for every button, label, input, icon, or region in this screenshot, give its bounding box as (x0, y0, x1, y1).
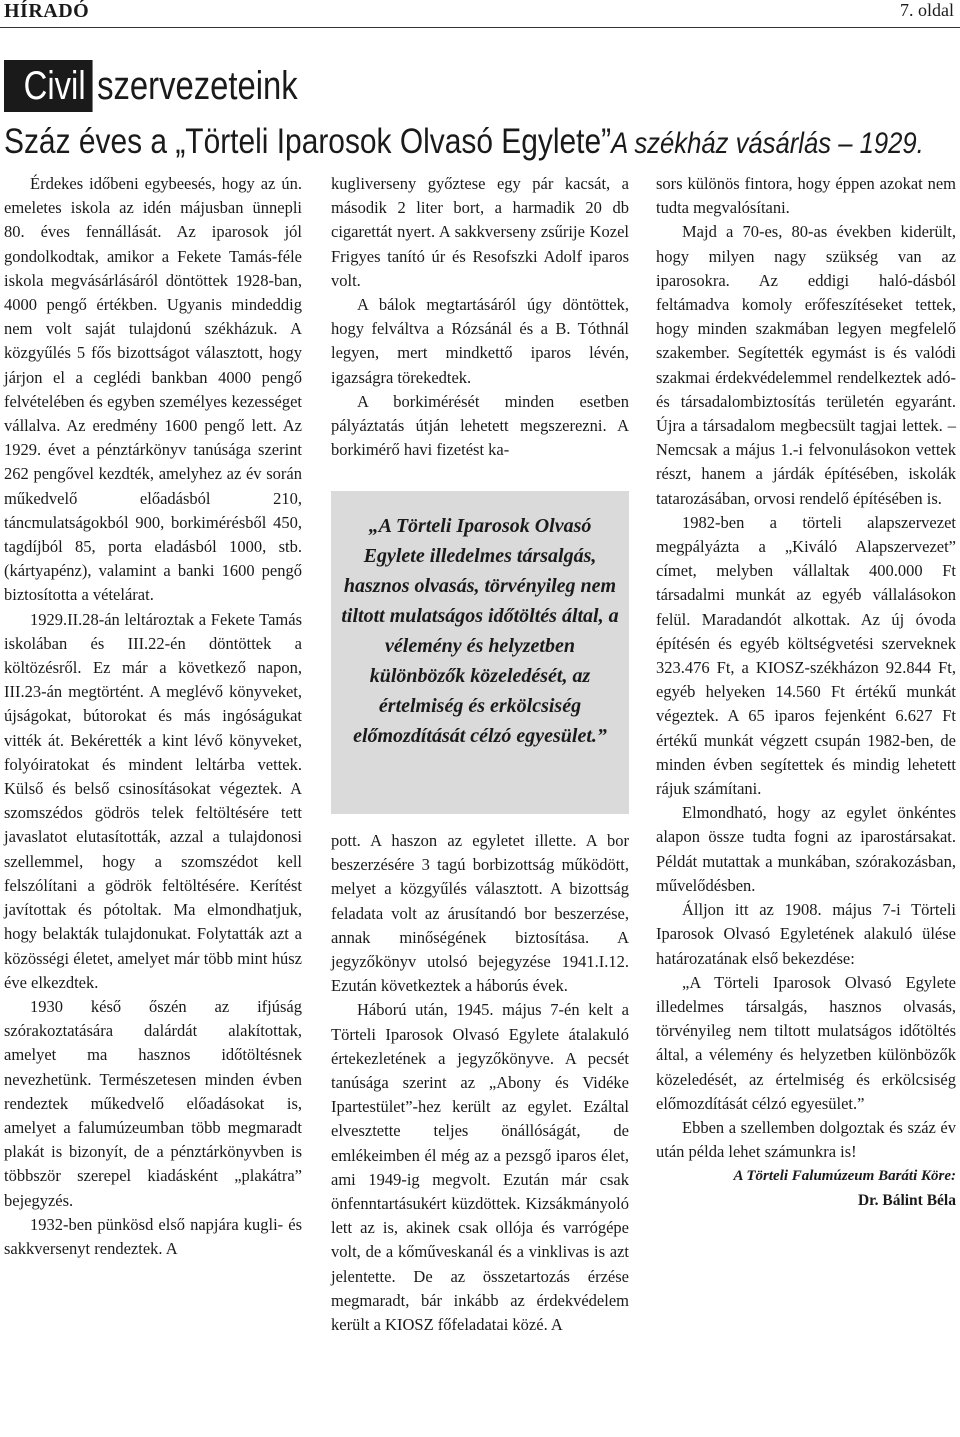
signature-name: Dr. Bálint Béla (857, 1191, 956, 1209)
page-number: 7. oldal (900, 0, 954, 20)
article-title-line (4, 120, 924, 166)
article-column-2-bottom (331, 829, 629, 1337)
paragraph: 1932-ben pünkösd első napjára kugli- és sakkversenyt rendeztek. A (4, 1214, 302, 1258)
page-header (0, 0, 960, 24)
article-column-2-top (331, 172, 629, 462)
paragraph: sors különös fintora, hogy éppen azokat nem tudta megvalósítani. (656, 174, 956, 218)
paragraph: A bálok megtartásáról úgy döntöttek, hogy felváltva a Rózsánál és a B. Tóthnál legyen, mert mindkettő iparos lévén, igazságra törekedtek. (331, 295, 629, 387)
section-heading (4, 60, 298, 112)
paragraph: Álljon itt az 1908. május 7-i Törteli Iparosok Olvasó Egyletének alakuló ülése határozatának első bekezdése: (656, 900, 956, 968)
paragraph: kugliverseny győztese egy pár kacsát, a második 2 liter bort, a harmadik 20 db cigarettát nyert. A sakkverseny zsűrije Kozel Frigyes tanító úr és Resofszki Adolf iparos volt. (331, 174, 629, 290)
section-label-rest: szervezeteink (97, 64, 298, 108)
section-label-box: Civil (4, 60, 92, 112)
pull-quote: „A Törteli Iparosok Olvasó Egylete illedelmes társalgás, hasznos olvasás, törvényileg nem tiltott mulatságos időtöltés által, a vélemény és helyzetben különbözők közeledését, az értelmiség és erkölcsiség előmozdítását célzó egyesület.” (341, 515, 619, 747)
paragraph: Érdekes időbeni egybeesés, hogy az ún. emeletes iskola az idén májusban ünnepli 80. éves fennállását. Az iparosok jól gondolkodtak, amikor a Fekete Tamás-féle iskola megvásárlásáról döntöttek 1928-ban, 4000 pengő értékben. Ugyanis mindeddig nem volt saját tulajdonú székházuk. A közgyűlés 5 fős bizottságot választott, hogy járjon el a ceglédi bankban 4000 pengő felvételében és egyben személyes kezességet vállalva. Az eredmény 1600 pengő lett. Az 1929. évet a pénztárkönyv tanúsága szerint 262 pengővel kezdték, amelyhez az év során műkedvelő előadásból 210, táncmulatságokból 900, borkimérésből 450, tagdíjból 85, porta eladásból 1000, stb. (kártyapénz), valamint a banki 1600 pengő biztosította a vételárat. (4, 174, 302, 605)
paragraph: A borkimérését minden esetben pályáztatás útján lehetett megszerezni. A borkimérő havi fizetést ka- (331, 391, 629, 460)
paragraph: 1929.II.28-án leltároztak a Fekete Tamás iskolában és III.22-én döntöttek a költözésről. Ez már a következő napon, III.23-án megtörtént. A meglévő könyveket, újságokat, bútorokat és más ingóságukat vitték át. Bekérették a kint lévő könyveket, folyóiratokat és mindent leltárba vettek. Külső és belső csinosításokat végeztek. A szomszédos gödrös telek feltöltésére tett javaslatot elutasították, azzal a tulajdonosi szellemmel, hogy a szomszédot kell felszólítani a gödrök feltöltésére. Kerítést javítottak és pótoltak. Ma elmondhatjuk, hogy belakták tulajdonukat. Folytatták azt a közösségi életet, amelyet már több mint húsz éve elkezdtek. (4, 609, 302, 992)
article-subtitle: A székház vásárlás – 1929. (611, 127, 924, 160)
paragraph: 1930 késő őszén az ifjúság szórakoztatására dalárdát alakítottak, amelyet ma hasznos időtöltésnek nevezhetünk. Természetesen minden évben rendeztek műkedvelő előadásokat is, amelyet a falumúzeumban több megmaradt plakát is bizonyít, de a pénztárkönyvben is többször szerepel kiadásként „plakátra” bejegyzés. (4, 996, 302, 1210)
article-title: Száz éves a „Törteli Iparosok Olvasó Egylete” (4, 122, 612, 161)
paragraph: 1982-ben a törteli alapszervezet megpályázta a „Kiváló Alapszervezet” címet, melyben vállaltak 400.000 Ft társadalmi munkát az egyéb vállalásokon felül. Maradandót alkottak. Az új óvoda építésén és egyéb költségvetési szerveknek 323.476 Ft, a KIOSZ-székházon 92.844 Ft, egyéb helyeken 14.560 Ft értékű munkát végeztek. A 65 iparos fejenként 6.627 Ft értékű munkát végzett csupán 1982-ben, de minden évben segítettek és mindig lehetett rájuk számítani. (656, 512, 956, 799)
paragraph: Majd a 70-es, 80-as években kiderült, hogy milyen nagy szükség van az iparosokra. Az eddigi haló-dásból feltámadva komoly erőfeszítéseket tettek, hogy minden szakmában legyen megfelelő szakember. Segítették egymást is és valódi szakmai érdekvédelemmel rendelkeztek adó- és társadalombiztosítás területén egyaránt. Újra a társadalom megbecsült tagjai lettek. – Nemcsak a május 1.-i felvonulásokon vettek részt, hanem a járdák építésében, iskolák tatarozásában, orvosi rendelő építésében is. (656, 222, 956, 508)
pull-quote-box (331, 491, 629, 814)
paragraph: Elmondható, hogy az egylet önkéntes alapon össze tudta fogni az iparostársakat. Példát mutattak a munkában, szórakozásban, művelődésben. (656, 803, 956, 895)
publication-name: HÍRADÓ (4, 0, 90, 22)
signature-organization: A Törteli Falumúzeum Baráti Köre: (733, 1168, 956, 1185)
paragraph: Háború után, 1945. május 7-én kelt a Törteli Iparosok Olvasó Egylete átalakuló értekezletének a jegyzőkönyve. A pecsét tanúsága szerint az „Abony és Vidéke Ipartestület”-hez került az egylet. Ezáltal elvesztette teljes önállóságát, de emlékeimben él még az a pezsgő iparos élet, ami 1949-ig megvolt. Ezután már csak önfenntartásukért küzdöttek. Kizsákmányoló lett az is, akinek csak ollója és varrógépe volt, de a kőműveskanál és a vinklivas is azt jelentette. De az összetartozás érzése megmaradt, bár inkább az érdekvédelem került a KIOSZ főfeladatai közé. A (331, 1000, 629, 1335)
paragraph: pott. A haszon az egyletet illette. A bor beszerzésére 3 tagú borbizottság működött, melyet a közgyűlés választott. A bizottság feladata volt az árusítandó bor beszerzése, annak minőségének biztosítása. A jegyzőkönyv utolsó bejegyzése 1941.I.12. Ezután következtek a háborús évek. (331, 831, 629, 996)
quoted-paragraph: „A Törteli Iparosok Olvasó Egylete illedelmes társalgás, hasznos olvasás, törvényileg nem tiltott mulatságos időtöltés által, a vélemény és helyzetben különbözők közeledését, az értelmiség és erkölcsiség előmozdítását célzó egyesület.” (656, 972, 956, 1113)
article-column-3 (656, 172, 956, 1213)
header-divider (0, 27, 960, 28)
paragraph: Ebben a szellemben dolgoztak és száz év után példa lehet számunkra is! (656, 1117, 956, 1162)
article-column-1 (4, 172, 302, 1261)
